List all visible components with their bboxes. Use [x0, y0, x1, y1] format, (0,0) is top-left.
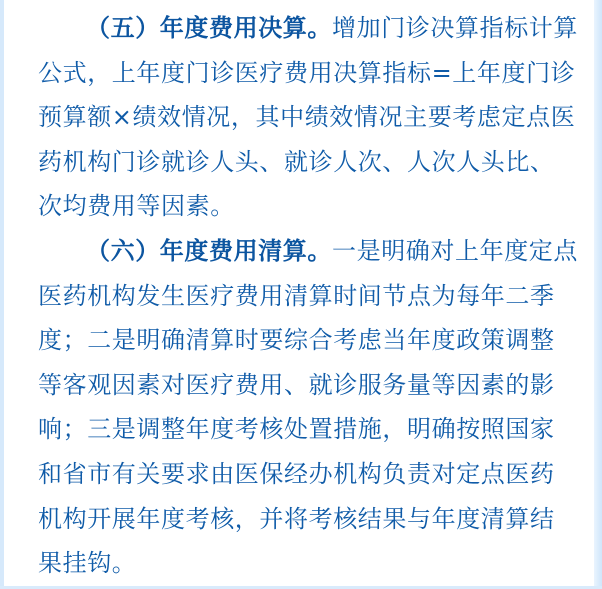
paragraph-text: 增加门诊决算指标计算公式，上年度门诊医疗费用决算指标=上年度门诊预算额×绩效情况，其中绩效情况主要考虑定点医药机构门诊就诊人头、就诊人次、人次人头比、次均费用等因素。 [38, 14, 578, 221]
paragraph-heading: （六）年度费用清算。 [86, 236, 332, 265]
paragraph-heading: （五）年度费用决算。 [86, 14, 332, 42]
paragraph-text: 一是明确对上年度定点医药机构发生医疗费用清算时间节点为每年二季度；二是明确清算时要综合考虑当年度政策调整等客观因素对医疗费用、就诊服务量等因素的影响；三是调整年度考核处置措施，明确按照国家和省市有关要求由医保经办机构负责对定点医药机构开展年度考核，并将考核结果与年度清算结果挂钩。 [38, 236, 578, 578]
paragraph-annual-settlement [38, 229, 578, 586]
article-body [38, 6, 578, 586]
paragraph-annual-final-accounts [38, 6, 578, 229]
right-edge-strip [594, 0, 602, 589]
left-edge-strip [0, 0, 4, 589]
